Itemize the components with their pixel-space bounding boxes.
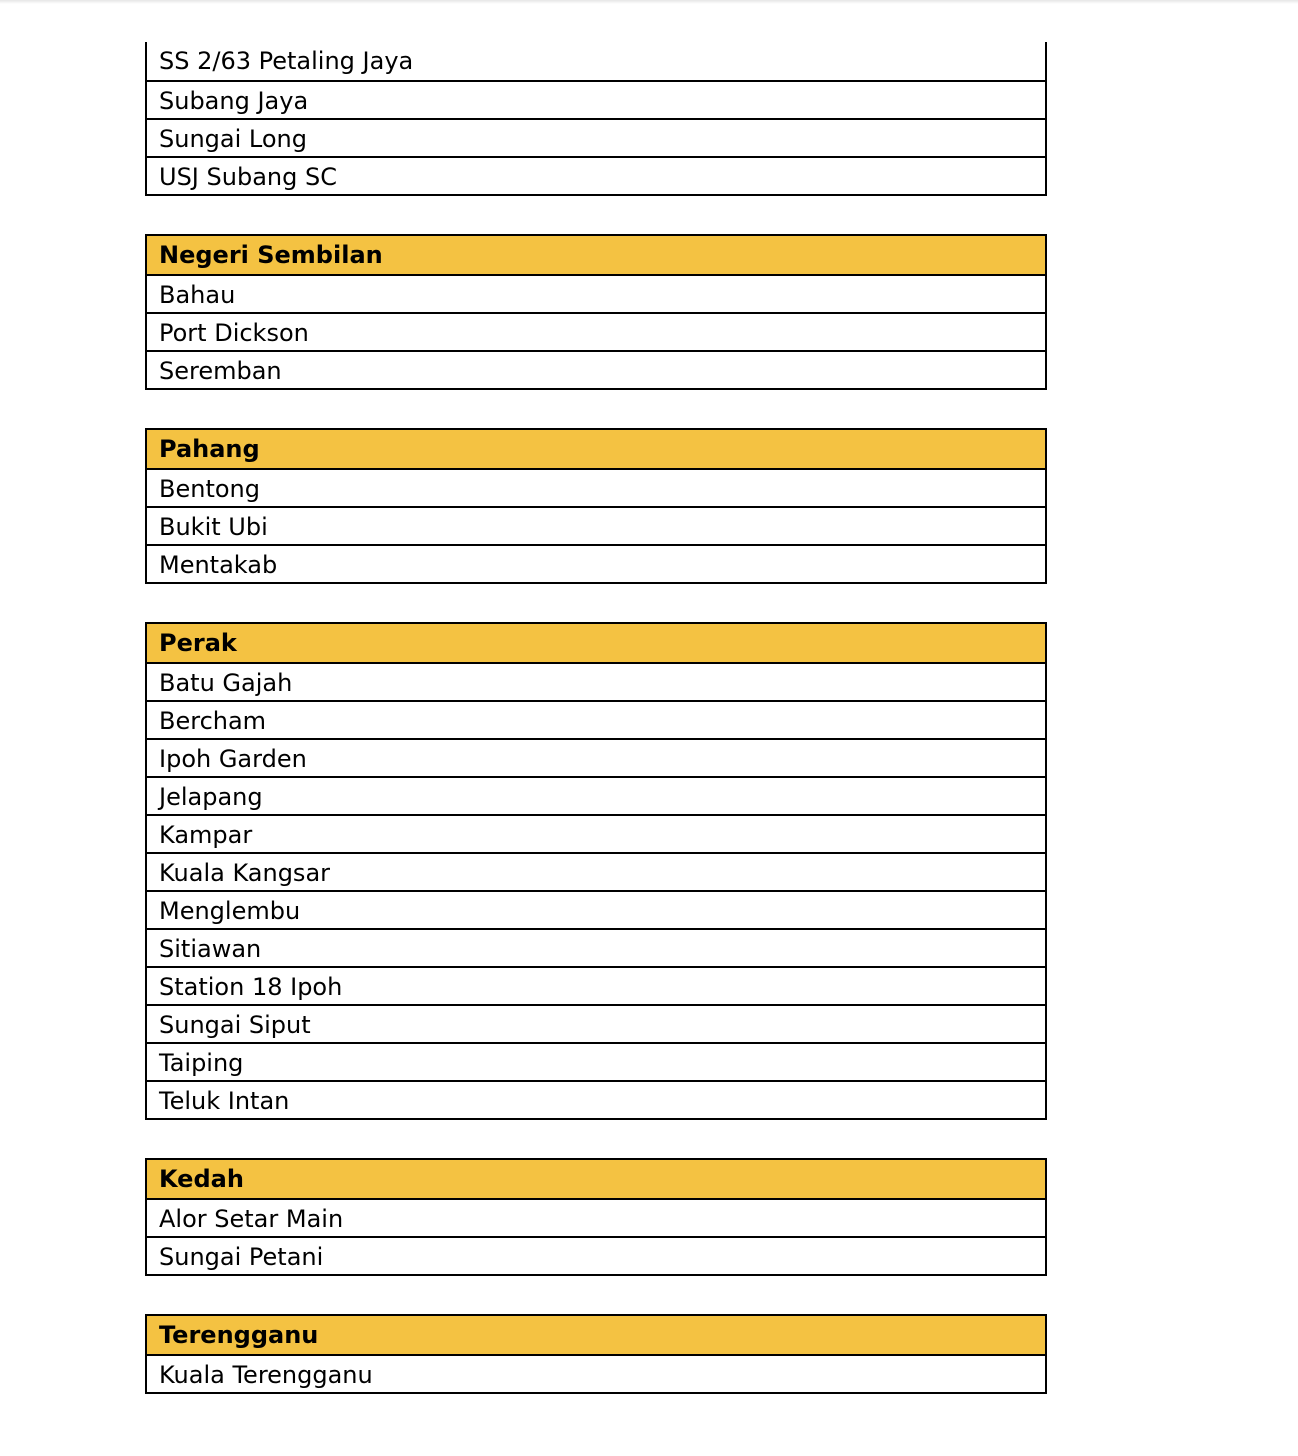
- branch-row: Menglembu: [147, 890, 1045, 928]
- branch-row: Sitiawan: [147, 928, 1045, 966]
- branch-table-pahang: [145, 428, 1047, 584]
- branch-row: Teluk Intan: [147, 1080, 1045, 1118]
- branch-row: Sungai Long: [147, 118, 1045, 156]
- branch-table-terengganu: [145, 1314, 1047, 1394]
- branch-table-continued: [145, 42, 1047, 196]
- branch-row: Batu Gajah: [147, 662, 1045, 700]
- state-header: Pahang: [147, 430, 1045, 468]
- branch-row: Mentakab: [147, 544, 1045, 582]
- page-top-shadow: [0, 0, 1298, 4]
- branch-table-perak: [145, 622, 1047, 1120]
- branch-row: Sungai Petani: [147, 1236, 1045, 1274]
- branch-row: Sungai Siput: [147, 1004, 1045, 1042]
- branch-row: Bahau: [147, 274, 1045, 312]
- branch-row: Bercham: [147, 700, 1045, 738]
- branch-row: Station 18 Ipoh: [147, 966, 1045, 1004]
- state-header: Terengganu: [147, 1316, 1045, 1354]
- branch-row: Jelapang: [147, 776, 1045, 814]
- branch-row: Taiping: [147, 1042, 1045, 1080]
- branch-row: Bentong: [147, 468, 1045, 506]
- branch-row: Subang Jaya: [147, 80, 1045, 118]
- branch-list-document: [145, 42, 1047, 1432]
- branch-row: Port Dickson: [147, 312, 1045, 350]
- branch-row: Ipoh Garden: [147, 738, 1045, 776]
- branch-row: Bukit Ubi: [147, 506, 1045, 544]
- branch-row: Kuala Terengganu: [147, 1354, 1045, 1392]
- branch-table-negeri-sembilan: [145, 234, 1047, 390]
- state-header: Negeri Sembilan: [147, 236, 1045, 274]
- branch-row: SS 2/63 Petaling Jaya: [159, 47, 414, 75]
- branch-row: Kuala Kangsar: [147, 852, 1045, 890]
- branch-row: USJ Subang SC: [147, 156, 1045, 194]
- state-header: Perak: [147, 624, 1045, 662]
- branch-table-kedah: [145, 1158, 1047, 1276]
- state-header: Kedah: [147, 1160, 1045, 1198]
- branch-row: Kampar: [147, 814, 1045, 852]
- branch-row: Seremban: [147, 350, 1045, 388]
- branch-row: Alor Setar Main: [147, 1198, 1045, 1236]
